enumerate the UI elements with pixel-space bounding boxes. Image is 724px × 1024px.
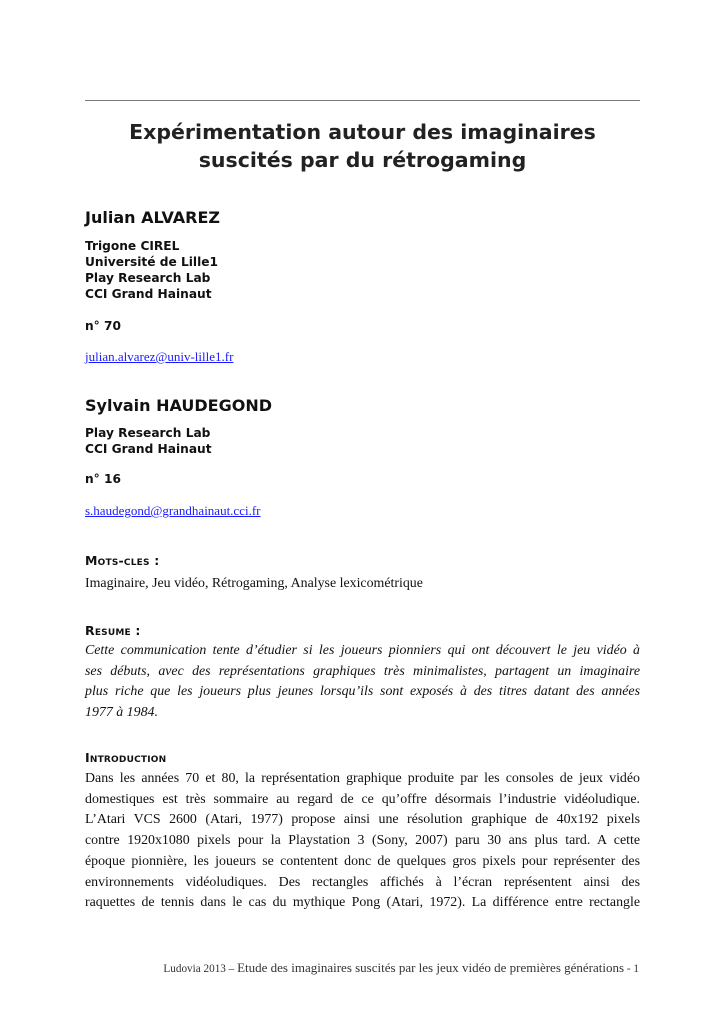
paper-title [85, 118, 640, 174]
abstract-line: 1977 à 1984. [85, 705, 158, 721]
author-name-2: Sylvain HAUDEGOND [85, 396, 272, 415]
introduction-line: époque pionnière, les joueurs se contentent donc de quelques gros pixels pour représenter des [85, 853, 640, 869]
introduction-text [85, 769, 640, 914]
abstract-heading: Resume : [85, 623, 141, 638]
footer-conference: Ludovia 2013 – [163, 963, 238, 975]
abstract-line: Cette communication tente d’étudier si les joueurs pionniers qui ont découvert le jeu vidéo à [85, 643, 640, 658]
affiliation: Play Research Lab [85, 426, 211, 440]
introduction-line: L’Atari VCS 2600 (Atari, 1977) propose ainsi une résolution graphique de 40x192 pixels [85, 812, 640, 828]
abstract-line: ses débuts, avec des représentations graphiques très minimalistes, partagent un imaginaire [85, 663, 640, 679]
author-affiliations-2 [85, 425, 212, 457]
introduction-line: raquettes de tennis dans le cas du mythique Pong (Atari, 1972). La différence entre rectangle [85, 895, 640, 911]
keywords-heading: Mots-cles : [85, 553, 160, 568]
footer-title: Etude des imaginaires suscités par les jeux vidéo de premières générations [237, 960, 625, 975]
page-footer [163, 960, 639, 976]
keywords-text [85, 574, 640, 595]
author-number-2: n° 16 [85, 472, 121, 486]
affiliation: Trigone CIREL [85, 239, 180, 253]
affiliation: Play Research Lab [85, 271, 211, 285]
keywords-line: Imaginaire, Jeu vidéo, Rétrogaming, Analyse lexicométrique [85, 576, 423, 591]
affiliation: Université de Lille1 [85, 255, 219, 269]
abstract-line: plus riche que les joueurs plus jeunes lorsqu’ils sont exposés à des titres datant des années [85, 684, 640, 700]
paper-title-line-2: suscités par du rétrogaming [198, 148, 527, 172]
abstract-text [85, 641, 640, 724]
introduction-line: Dans les années 70 et 80, la représentation graphique produite par les consoles de jeux vidéo [85, 771, 640, 786]
author-email-link-1[interactable]: julian.alvarez@univ-lille1.fr [85, 349, 234, 364]
author-number-1: n° 70 [85, 319, 121, 333]
introduction-line: domestiques est très sommaire au regard de ce qu’offre désormais l’industrie vidéoludique. [85, 791, 640, 807]
header-rule [85, 100, 640, 101]
introduction-line: contre 1920x1080 pixels pour la Playstation 3 (Sony, 2007) paru 30 ans plus tard. A cette [85, 833, 640, 849]
author-name-1: Julian ALVAREZ [85, 208, 220, 227]
affiliation: CCI Grand Hainaut [85, 442, 212, 456]
affiliation: CCI Grand Hainaut [85, 287, 212, 301]
introduction-line: environnements vidéoludiques. Des rectangles affichés à l’écran représentent ainsi des [85, 874, 640, 890]
author-email-link-2[interactable]: s.haudegond@grandhainaut.cci.fr [85, 503, 261, 518]
author-affiliations-1 [85, 238, 218, 302]
paper-title-line-1: Expérimentation autour des imaginaires [129, 120, 596, 144]
introduction-heading: Introduction [85, 750, 167, 765]
footer-page-number: - 1 [624, 963, 639, 975]
